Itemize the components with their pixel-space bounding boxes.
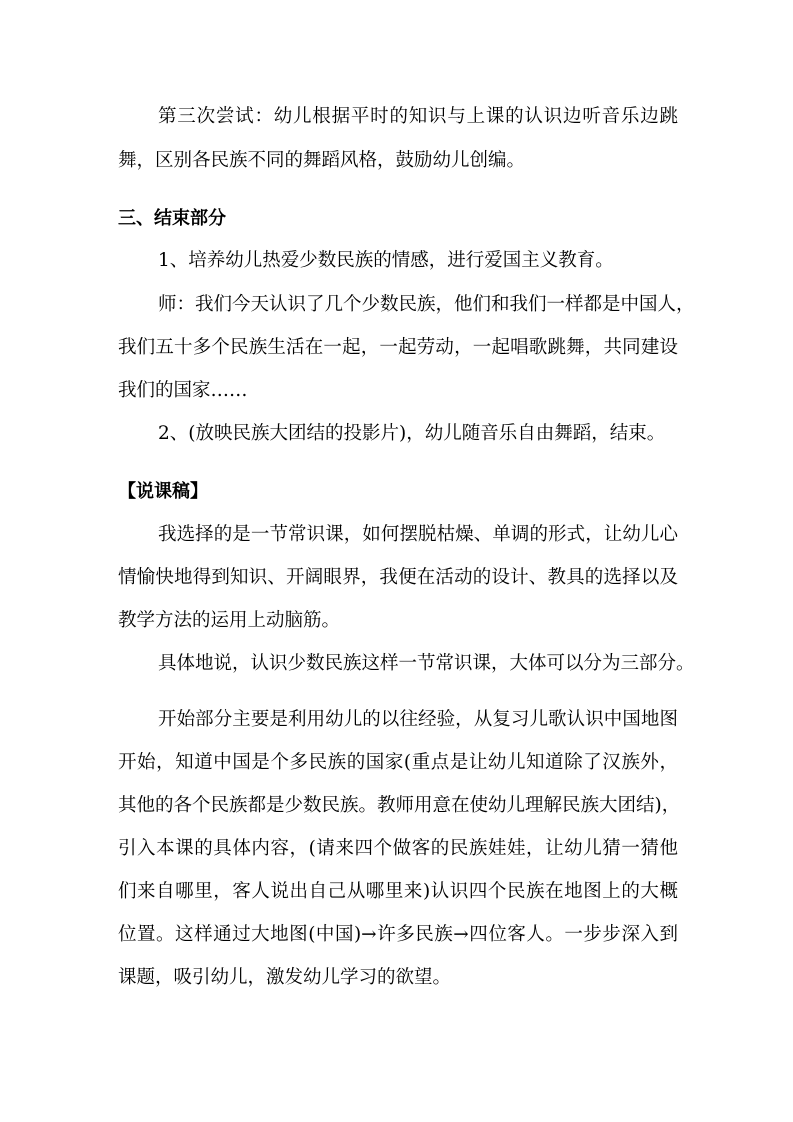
lecture-p3-line-7: 课题，吸引幼儿，激发幼儿学习的欲望。: [118, 967, 452, 988]
lecture-heading: 【说课稿】: [118, 481, 208, 502]
lecture-p1-line-1: 我选择的是一节常识课，如何摆脱枯燥、单调的形式，让幼儿心: [158, 524, 678, 545]
lecture-p2-line-1: 具体地说，认识少数民族这样一节常识课，大体可以分为三部分。: [158, 653, 695, 674]
lecture-p1-line-3: 教学方法的运用上动脑筋。: [118, 610, 341, 631]
lecture-p3-line-1: 开始部分主要是利用幼儿的以往经验，从复习儿歌认识中国地图: [158, 709, 678, 730]
lecture-p1-line-2: 情愉快地得到知识、开阔眼界，我便在活动的设计、教具的选择以及: [118, 567, 678, 588]
teacher-speech-line-1: 师：我们今天认识了几个少数民族，他们和我们一样都是中国人，: [158, 294, 695, 315]
third-attempt-line-1: 第三次尝试：幼儿根据平时的知识与上课的认识边听音乐边跳: [158, 106, 678, 127]
lecture-p3-line-5: 们来自哪里，客人说出自己从哪里来)认识四个民族在地图上的大概: [118, 881, 678, 902]
third-attempt-line-2: 舞，区别各民族不同的舞蹈风格，鼓励幼儿创编。: [118, 150, 526, 171]
lecture-p3-line-2: 开始，知道中国是个多民族的国家(重点是让幼儿知道除了汉族外，: [118, 752, 678, 773]
section-three-item-1: 1、培养幼儿热爱少数民族的情感，进行爱国主义教育。: [158, 250, 614, 271]
lecture-p3-line-4: 引入本课的具体内容，(请来四个做客的民族娃娃，让幼儿猜一猜他: [118, 838, 678, 859]
teacher-speech-line-2: 我们五十多个民族生活在一起，一起劳动，一起唱歌跳舞，共同建设: [118, 337, 678, 358]
teacher-speech-line-3: 我们的国家……: [118, 380, 248, 401]
lecture-p3-line-3: 其他的各个民族都是少数民族。教师用意在使幼儿理解民族大团结)，: [118, 795, 681, 816]
section-three-heading: 三、结束部分: [118, 208, 226, 229]
lecture-p3-line-6: 位置。这样通过大地图(中国)→许多民族→四位客人。一步步深入到: [118, 924, 678, 945]
section-three-item-2: 2、(放映民族大团结的投影片)，幼儿随音乐自由舞蹈，结束。: [158, 423, 666, 444]
